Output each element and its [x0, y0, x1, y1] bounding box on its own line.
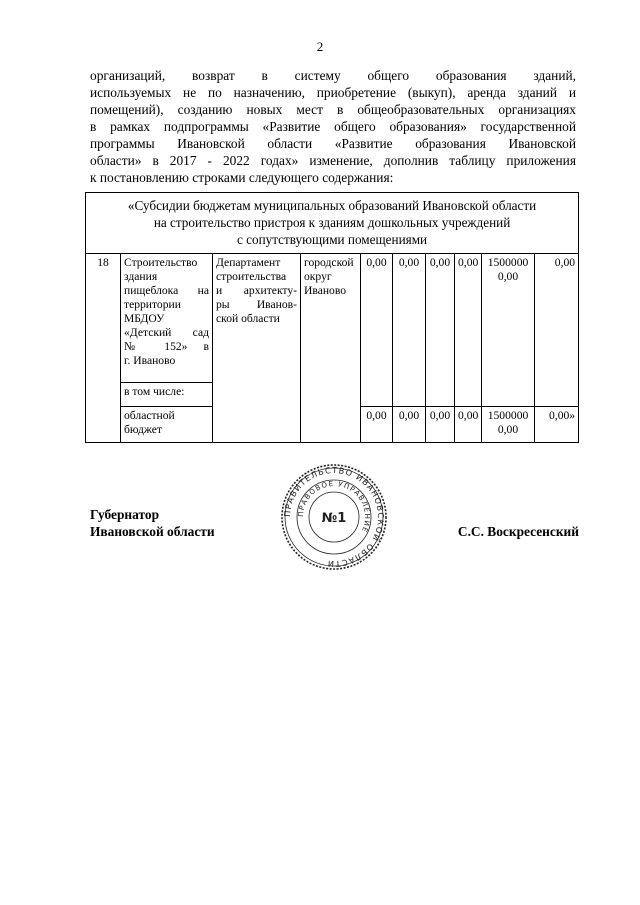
object-name-cell [121, 254, 213, 383]
subsidy-table [85, 192, 579, 443]
table-header-row [86, 193, 579, 254]
customer-line: ской области [216, 312, 280, 325]
object-line: пищеблока на [124, 284, 209, 297]
value-cell: 0,00» [535, 407, 579, 443]
seal-graphic [280, 463, 388, 571]
object-line: № 152» в [124, 340, 209, 353]
intro-line: области» в 2017 - 2022 годах» изменение, дополнив таблицу приложения [90, 153, 576, 168]
object-line: территории [124, 298, 181, 311]
including-label: в том числе: [121, 383, 213, 407]
intro-line: программы Ивановской области «Развитие образования Ивановской [90, 136, 576, 151]
seal-outer-text: ПРАВИТЕЛЬСТВО ИВАНОВСКОЙ ОБЛАСТИ [281, 464, 387, 570]
value-cell: 0,00 [393, 407, 426, 443]
signatory-title-line: Ивановской области [90, 524, 215, 539]
customer-cell [213, 254, 301, 443]
object-line: МБДОУ [124, 312, 165, 325]
signatory-title-line: Губернатор [90, 507, 160, 522]
value-cell: 0,00 [393, 254, 426, 407]
value-cell: 1500000 0,00 [482, 254, 535, 407]
value-cell: 0,00 [426, 254, 455, 407]
object-line: Строительство [124, 256, 198, 269]
heading-line: на строительство пристроя к зданиям дошкольных учреждений [153, 215, 511, 230]
heading-line: с сопутствующими помещениями [236, 232, 428, 247]
value-cell: 0,00 [426, 407, 455, 443]
customer-line: Департамент [216, 256, 281, 269]
regional-budget-cell [121, 407, 213, 443]
regional-line: областной [124, 409, 175, 422]
official-seal [280, 463, 388, 571]
value-cell: 0,00 [535, 254, 579, 407]
seal-number: №1 [321, 511, 347, 526]
object-line: «Детский сад [124, 326, 209, 339]
territory-line: городской [304, 256, 354, 269]
intro-line: организаций, возврат в систему общего образования зданий, [90, 68, 576, 83]
regional-line: бюджет [124, 423, 162, 436]
intro-line: используемых не по назначению, приобретение (выкуп), аренда зданий и [90, 85, 576, 100]
intro-line: к постановлению строками следующего содержания: [90, 170, 394, 185]
territory-line: округ [304, 270, 332, 283]
row-number: 18 [86, 254, 121, 443]
seal-inner-text: ПРАВОВОЕ УПРАВЛЕНИЕ [296, 479, 372, 534]
object-line: г. Иваново [124, 354, 176, 367]
value-cell: 0,00 [361, 407, 393, 443]
object-line: здания [124, 270, 158, 283]
value-cell: 0,00 [455, 407, 482, 443]
customer-line: строительства [216, 270, 287, 283]
page-number: 2 [316, 39, 324, 54]
signatory-name: С.С. Воскресенский [457, 524, 579, 539]
table-section-heading [86, 193, 579, 254]
territory-cell [301, 254, 361, 443]
intro-paragraph [90, 67, 576, 186]
table-row [86, 254, 579, 383]
customer-line: и архитекту- [216, 284, 297, 297]
intro-line: помещений), созданию новых мест в общеобразовательных организациях [90, 102, 576, 117]
value-cell: 0,00 [361, 254, 393, 407]
heading-line: «Субсидии бюджетам муниципальных образований Ивановской области [127, 198, 537, 213]
value-cell: 1500000 0,00 [482, 407, 535, 443]
intro-line: в рамках подпрограммы «Развитие общего образования» государственной [90, 119, 576, 134]
customer-line: ры Иванов- [216, 298, 297, 311]
signatory-title [90, 506, 215, 540]
territory-line: Иваново [304, 284, 347, 297]
value-cell: 0,00 [455, 254, 482, 407]
